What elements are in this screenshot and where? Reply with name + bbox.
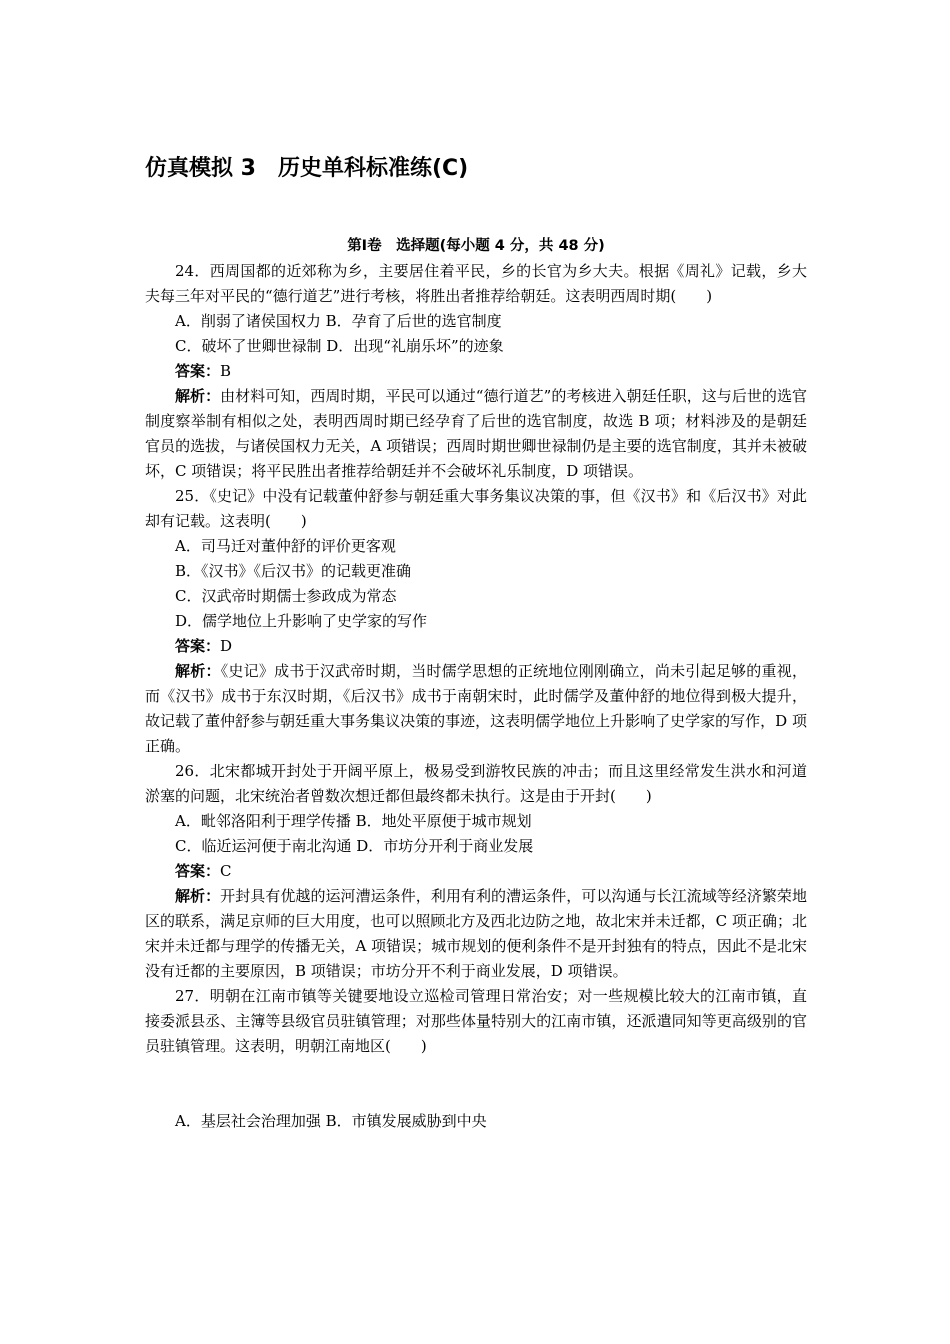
answer-line: [145, 859, 807, 884]
answer-line: [145, 359, 807, 384]
question-24: [145, 259, 807, 484]
page-gap: [145, 1059, 807, 1109]
question-stem: 27．明朝在江南市镇等关键要地设立巡检司管理日常治安；对一些规模比较大的江南市镇，直接委派县丞、主簿等县级官员驻镇管理；对那些体量特别大的江南市镇，还派遣同知等更高级别的官员驻镇管理。这表明，明朝江南地区( ): [145, 987, 807, 1055]
analysis-paragraph: [145, 884, 807, 984]
answer-label: 答案：: [175, 637, 221, 655]
answer-label: 答案：: [175, 362, 221, 380]
page-title: [145, 152, 468, 186]
answer-label: 答案：: [175, 862, 221, 880]
question-25: [145, 484, 807, 759]
option-line: A．基层社会治理加强 B．市镇发展威胁到中央: [175, 1112, 487, 1130]
analysis-text: 《史记》成书于汉武帝时期，当时儒学思想的正统地位刚刚确立，尚未引起足够的重视，而《汉书》成书于东汉时期，《后汉书》成书于南朝宋时，此时儒学及董仲舒的地位得到极大提升，故记载了董仲舒参与朝廷重大事务集议决策的事迹，这表明儒学地位上升影响了史学家的写作，D 项正确。: [145, 662, 807, 755]
analysis-paragraph: [145, 384, 807, 484]
question-stem: 25．《史记》中没有记载董仲舒参与朝廷重大事务集议决策的事，但《汉书》和《后汉书》对此却有记载。这表明( ): [145, 487, 807, 530]
answer-value: D: [220, 637, 233, 655]
option-line: A．削弱了诸侯国权力 B．孕育了后世的选官制度: [175, 312, 502, 330]
option-line: C．汉武帝时期儒士参政成为常态: [175, 587, 397, 605]
section-heading: [145, 234, 807, 259]
question-stem: 24．西周国都的近郊称为乡，主要居住着平民，乡的长官为乡大夫。根据《周礼》记载，乡大夫每三年对平民的“德行道艺”进行考核，将胜出者推荐给朝廷。这表明西周时期( ): [145, 262, 807, 305]
title-prefix: 仿真模拟 3: [145, 156, 256, 181]
answer-line: [145, 634, 807, 659]
analysis-text: 开封具有优越的运河漕运条件，利用有利的漕运条件，可以沟通与长江流域等经济繁荣地区的联系，满足京师的巨大用度，也可以照顾北方及西北边防之地，故北宋并未迁都，C 项正确；北宋并未迁都与理学的传播无关，A 项错误；城市规划的便利条件不是开封独有的特点，因此不是北宋没有迁都的主要原因，B 项错误；市坊分开不利于商业发展，D 项错误。: [145, 887, 807, 980]
question-26: [145, 759, 807, 984]
question-27: [145, 984, 807, 1134]
option-line: C．破坏了世卿世禄制 D．出现“礼崩乐坏”的迹象: [175, 337, 504, 355]
answer-value: C: [220, 862, 232, 880]
analysis-text: 由材料可知，西周时期，平民可以通过“德行道艺”的考核进入朝廷任职，这与后世的选官制度察举制有相似之处，表明西周时期已经孕育了后世的选官制度，故选 B 项；材料涉及的是朝廷官员的选拔，与诸侯国权力无关，A 项错误；西周时期世卿世禄制仍是主要的选官制度，其并未被破坏，C 项错误；将平民胜出者推荐给朝廷并不会破坏礼乐制度，D 项错误。: [145, 387, 807, 480]
analysis-label: 解析：: [175, 387, 221, 405]
section-heading-rest: 选择题(每小题 4 分，共 48 分): [396, 238, 605, 254]
option-line: A．毗邻洛阳利于理学传播 B．地处平原便于城市规划: [175, 812, 532, 830]
option-line: A．司马迁对董仲舒的评价更客观: [175, 537, 396, 555]
option-line: B．《汉书》《后汉书》的记载更准确: [175, 562, 412, 580]
analysis-paragraph: [145, 659, 807, 759]
title-main: 历史单科标准练(C): [277, 156, 469, 181]
analysis-label: 解析：: [175, 887, 221, 905]
answer-value: B: [220, 362, 232, 380]
option-line: D．儒学地位上升影响了史学家的写作: [175, 612, 428, 630]
section-heading-bold: 第Ⅰ卷: [347, 238, 382, 254]
option-line: C．临近运河便于南北沟通 D．市坊分开利于商业发展: [175, 837, 534, 855]
analysis-label: 解析：: [175, 662, 221, 680]
question-stem: 26．北宋都城开封处于开阔平原上，极易受到游牧民族的冲击；而且这里经常发生洪水和河道淤塞的问题，北宋统治者曾数次想迁都但最终都未执行。这是由于开封( ): [145, 762, 807, 805]
document-body: [145, 234, 807, 1134]
